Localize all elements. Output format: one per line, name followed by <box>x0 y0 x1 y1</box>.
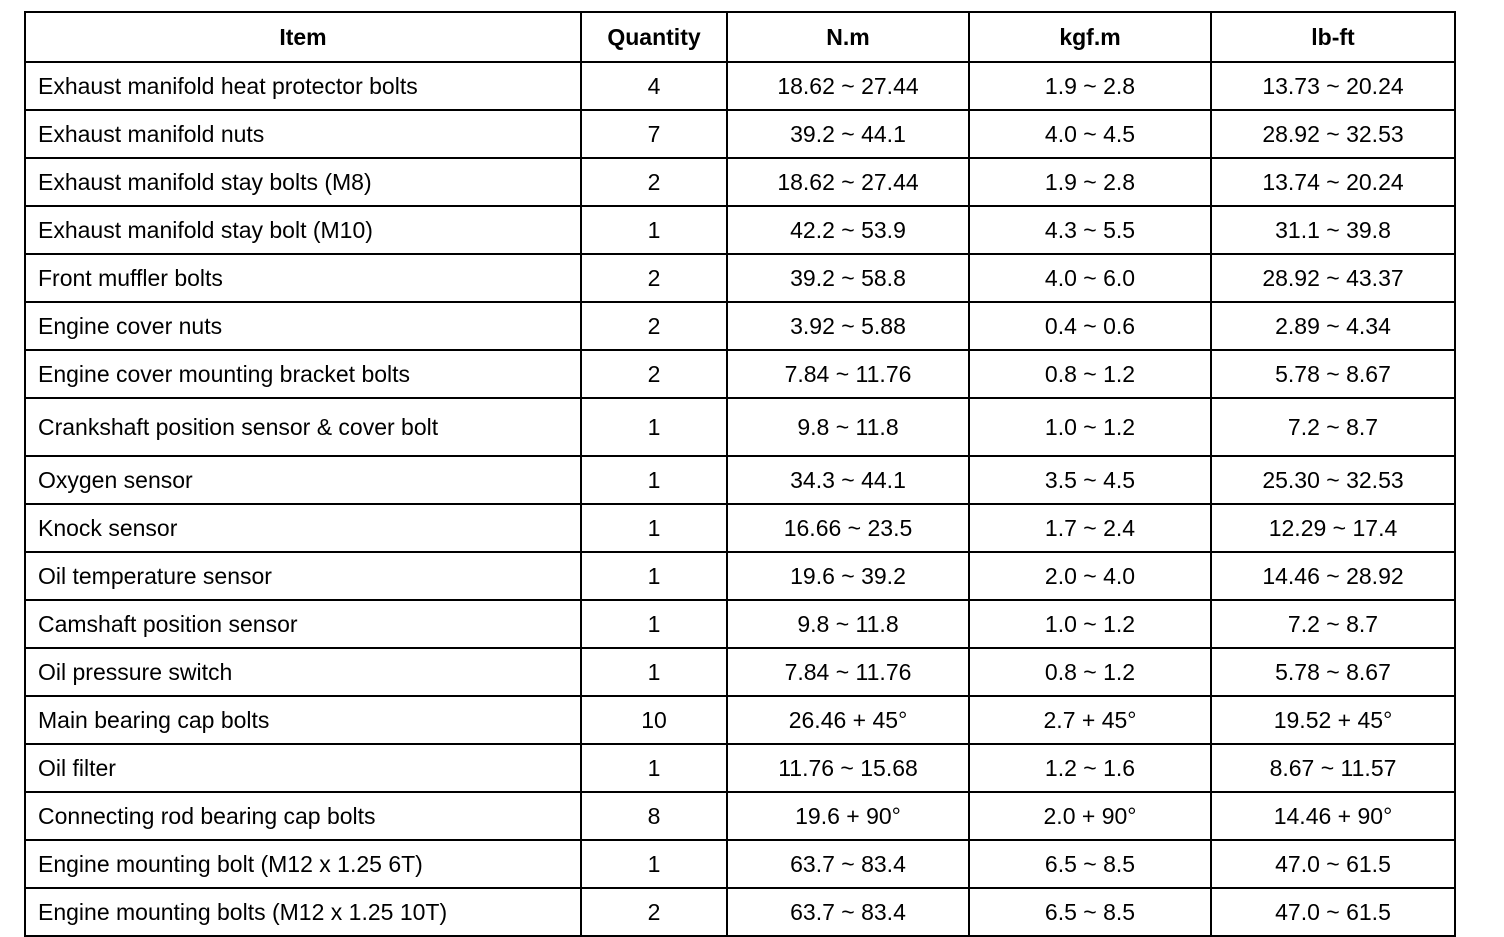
lbft-cell: 47.0 ~ 61.5 <box>1211 888 1455 936</box>
table-row <box>25 206 1455 254</box>
lbft-cell: 7.2 ~ 8.7 <box>1211 600 1455 648</box>
torque-spec-table <box>24 11 1456 937</box>
kgfm-cell: 4.3 ~ 5.5 <box>969 206 1211 254</box>
lbft-cell: 8.67 ~ 11.57 <box>1211 744 1455 792</box>
nm-cell: 9.8 ~ 11.8 <box>727 600 969 648</box>
kgfm-cell: 2.7 + 45° <box>969 696 1211 744</box>
kgfm-cell: 1.9 ~ 2.8 <box>969 62 1211 110</box>
kgfm-cell: 3.5 ~ 4.5 <box>969 456 1211 504</box>
item-cell: Knock sensor <box>25 504 581 552</box>
table-row <box>25 158 1455 206</box>
table-header <box>25 12 1455 62</box>
quantity-cell: 7 <box>581 110 727 158</box>
nm-cell: 3.92 ~ 5.88 <box>727 302 969 350</box>
lbft-cell: 7.2 ~ 8.7 <box>1211 398 1455 456</box>
table-row <box>25 888 1455 936</box>
nm-cell: 9.8 ~ 11.8 <box>727 398 969 456</box>
table-row <box>25 552 1455 600</box>
item-cell: Exhaust manifold heat protector bolts <box>25 62 581 110</box>
lbft-cell: 13.74 ~ 20.24 <box>1211 158 1455 206</box>
lbft-cell: 31.1 ~ 39.8 <box>1211 206 1455 254</box>
kgfm-cell: 1.0 ~ 1.2 <box>969 600 1211 648</box>
quantity-cell: 1 <box>581 552 727 600</box>
quantity-cell: 2 <box>581 158 727 206</box>
nm-cell: 39.2 ~ 58.8 <box>727 254 969 302</box>
quantity-cell: 1 <box>581 456 727 504</box>
nm-cell: 7.84 ~ 11.76 <box>727 648 969 696</box>
lbft-cell: 14.46 ~ 28.92 <box>1211 552 1455 600</box>
quantity-cell: 1 <box>581 398 727 456</box>
kgfm-cell: 1.7 ~ 2.4 <box>969 504 1211 552</box>
quantity-cell: 2 <box>581 302 727 350</box>
header-row <box>25 12 1455 62</box>
quantity-cell: 2 <box>581 888 727 936</box>
table-row <box>25 398 1455 456</box>
quantity-cell: 2 <box>581 350 727 398</box>
item-cell: Camshaft position sensor <box>25 600 581 648</box>
quantity-cell: 1 <box>581 206 727 254</box>
table-row <box>25 840 1455 888</box>
nm-cell: 19.6 ~ 39.2 <box>727 552 969 600</box>
quantity-cell: 1 <box>581 504 727 552</box>
quantity-cell: 1 <box>581 648 727 696</box>
item-cell: Engine cover mounting bracket bolts <box>25 350 581 398</box>
table-row <box>25 254 1455 302</box>
nm-cell: 16.66 ~ 23.5 <box>727 504 969 552</box>
quantity-cell: 2 <box>581 254 727 302</box>
quantity-cell: 1 <box>581 840 727 888</box>
item-cell: Engine mounting bolt (M12 x 1.25 6T) <box>25 840 581 888</box>
item-cell: Engine mounting bolts (M12 x 1.25 10T) <box>25 888 581 936</box>
item-cell: Front muffler bolts <box>25 254 581 302</box>
table-row <box>25 504 1455 552</box>
lbft-cell: 14.46 + 90° <box>1211 792 1455 840</box>
item-cell: Exhaust manifold nuts <box>25 110 581 158</box>
nm-cell: 26.46 + 45° <box>727 696 969 744</box>
lbft-cell: 5.78 ~ 8.67 <box>1211 648 1455 696</box>
quantity-cell: 4 <box>581 62 727 110</box>
lbft-cell: 5.78 ~ 8.67 <box>1211 350 1455 398</box>
item-cell: Main bearing cap bolts <box>25 696 581 744</box>
nm-cell: 11.76 ~ 15.68 <box>727 744 969 792</box>
kgfm-cell: 0.8 ~ 1.2 <box>969 350 1211 398</box>
kgfm-cell: 2.0 ~ 4.0 <box>969 552 1211 600</box>
nm-cell: 63.7 ~ 83.4 <box>727 840 969 888</box>
quantity-cell: 1 <box>581 600 727 648</box>
kgfm-cell: 1.0 ~ 1.2 <box>969 398 1211 456</box>
lbft-cell: 28.92 ~ 32.53 <box>1211 110 1455 158</box>
table-row <box>25 648 1455 696</box>
nm-cell: 7.84 ~ 11.76 <box>727 350 969 398</box>
quantity-cell: 1 <box>581 744 727 792</box>
table-row <box>25 744 1455 792</box>
lbft-cell: 12.29 ~ 17.4 <box>1211 504 1455 552</box>
kgfm-cell: 6.5 ~ 8.5 <box>969 840 1211 888</box>
kgfm-cell: 1.2 ~ 1.6 <box>969 744 1211 792</box>
table-row <box>25 456 1455 504</box>
item-cell: Crankshaft position sensor & cover bolt <box>25 398 581 456</box>
quantity-cell: 10 <box>581 696 727 744</box>
item-cell: Exhaust manifold stay bolts (M8) <box>25 158 581 206</box>
lbft-cell: 19.52 + 45° <box>1211 696 1455 744</box>
table-row <box>25 696 1455 744</box>
column-header-nm: N.m <box>727 12 969 62</box>
item-cell: Oil temperature sensor <box>25 552 581 600</box>
nm-cell: 42.2 ~ 53.9 <box>727 206 969 254</box>
item-cell: Engine cover nuts <box>25 302 581 350</box>
kgfm-cell: 4.0 ~ 6.0 <box>969 254 1211 302</box>
table-row <box>25 350 1455 398</box>
nm-cell: 19.6 + 90° <box>727 792 969 840</box>
table-row <box>25 600 1455 648</box>
column-header-quantity: Quantity <box>581 12 727 62</box>
table-row <box>25 62 1455 110</box>
kgfm-cell: 0.4 ~ 0.6 <box>969 302 1211 350</box>
table-row <box>25 792 1455 840</box>
column-header-lbft: lb-ft <box>1211 12 1455 62</box>
kgfm-cell: 2.0 + 90° <box>969 792 1211 840</box>
table-body <box>25 62 1455 936</box>
lbft-cell: 2.89 ~ 4.34 <box>1211 302 1455 350</box>
column-header-item: Item <box>25 12 581 62</box>
quantity-cell: 8 <box>581 792 727 840</box>
item-cell: Connecting rod bearing cap bolts <box>25 792 581 840</box>
kgfm-cell: 6.5 ~ 8.5 <box>969 888 1211 936</box>
kgfm-cell: 4.0 ~ 4.5 <box>969 110 1211 158</box>
lbft-cell: 28.92 ~ 43.37 <box>1211 254 1455 302</box>
nm-cell: 39.2 ~ 44.1 <box>727 110 969 158</box>
item-cell: Oil filter <box>25 744 581 792</box>
kgfm-cell: 1.9 ~ 2.8 <box>969 158 1211 206</box>
nm-cell: 18.62 ~ 27.44 <box>727 158 969 206</box>
kgfm-cell: 0.8 ~ 1.2 <box>969 648 1211 696</box>
lbft-cell: 47.0 ~ 61.5 <box>1211 840 1455 888</box>
lbft-cell: 13.73 ~ 20.24 <box>1211 62 1455 110</box>
nm-cell: 34.3 ~ 44.1 <box>727 456 969 504</box>
lbft-cell: 25.30 ~ 32.53 <box>1211 456 1455 504</box>
table-row <box>25 110 1455 158</box>
item-cell: Exhaust manifold stay bolt (M10) <box>25 206 581 254</box>
item-cell: Oxygen sensor <box>25 456 581 504</box>
table-row <box>25 302 1455 350</box>
nm-cell: 18.62 ~ 27.44 <box>727 62 969 110</box>
nm-cell: 63.7 ~ 83.4 <box>727 888 969 936</box>
item-cell: Oil pressure switch <box>25 648 581 696</box>
column-header-kgfm: kgf.m <box>969 12 1211 62</box>
